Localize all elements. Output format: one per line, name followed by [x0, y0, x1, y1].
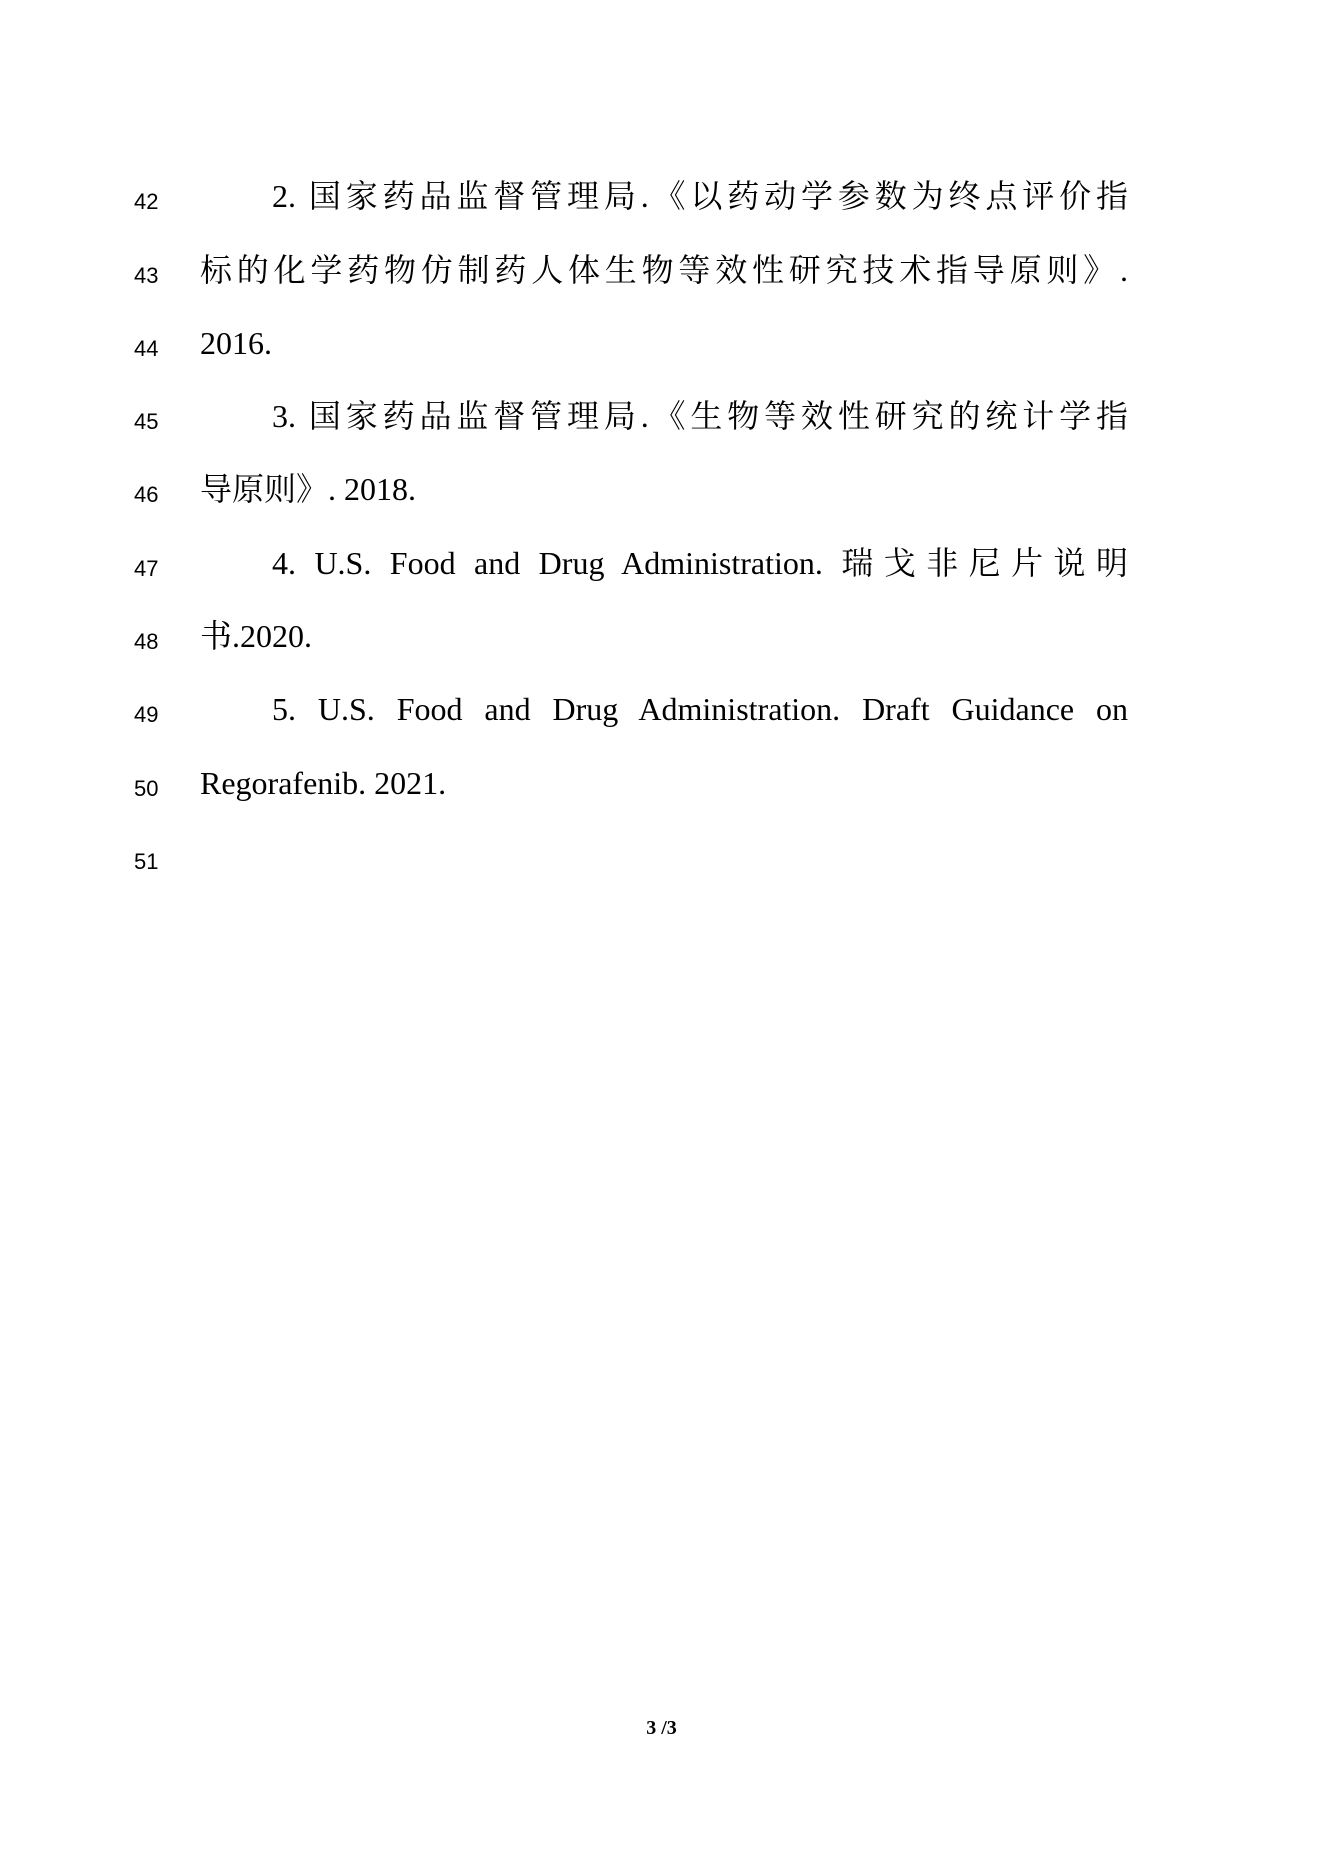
- reference-text: 导原则》. 2018.: [200, 471, 417, 507]
- document-line: [0, 606, 1323, 666]
- reference-text: 标的化学药物仿制药人体生物等效性研究技术指导原则》.: [200, 252, 1128, 288]
- line-number: 47: [134, 556, 159, 581]
- document-line: [0, 386, 1323, 446]
- line-number: 51: [134, 849, 159, 874]
- document-line: [0, 826, 1323, 886]
- line-number: 49: [134, 702, 159, 727]
- reference-text: 4. U.S. Food and Drug Administration. 瑞戈非尼片说明: [272, 545, 1128, 581]
- reference-text: 书.2020.: [200, 618, 313, 654]
- line-number: 43: [134, 263, 159, 288]
- line-number: 42: [134, 189, 159, 214]
- line-number: 50: [134, 776, 159, 801]
- document-line: [0, 313, 1323, 373]
- document-line: [0, 166, 1323, 226]
- line-number: 45: [134, 409, 159, 434]
- document-line: [0, 533, 1323, 593]
- reference-text: 5. U.S. Food and Drug Administration. Draft Guidance on: [272, 691, 1128, 727]
- document-line: [0, 753, 1323, 813]
- line-number: 48: [134, 629, 159, 654]
- reference-text: 2. 国家药品监督管理局.《以药动学参数为终点评价指: [272, 178, 1128, 214]
- reference-text: Regorafenib. 2021.: [200, 765, 447, 801]
- line-number: 44: [134, 336, 159, 361]
- line-number: 46: [134, 482, 159, 507]
- reference-text: 3. 国家药品监督管理局.《生物等效性研究的统计学指: [272, 398, 1128, 434]
- document-line: [0, 240, 1323, 300]
- reference-text: 2016.: [200, 325, 272, 361]
- document-line: [0, 679, 1323, 739]
- page-number: 3 /3: [646, 1717, 677, 1739]
- document-line: [0, 459, 1323, 519]
